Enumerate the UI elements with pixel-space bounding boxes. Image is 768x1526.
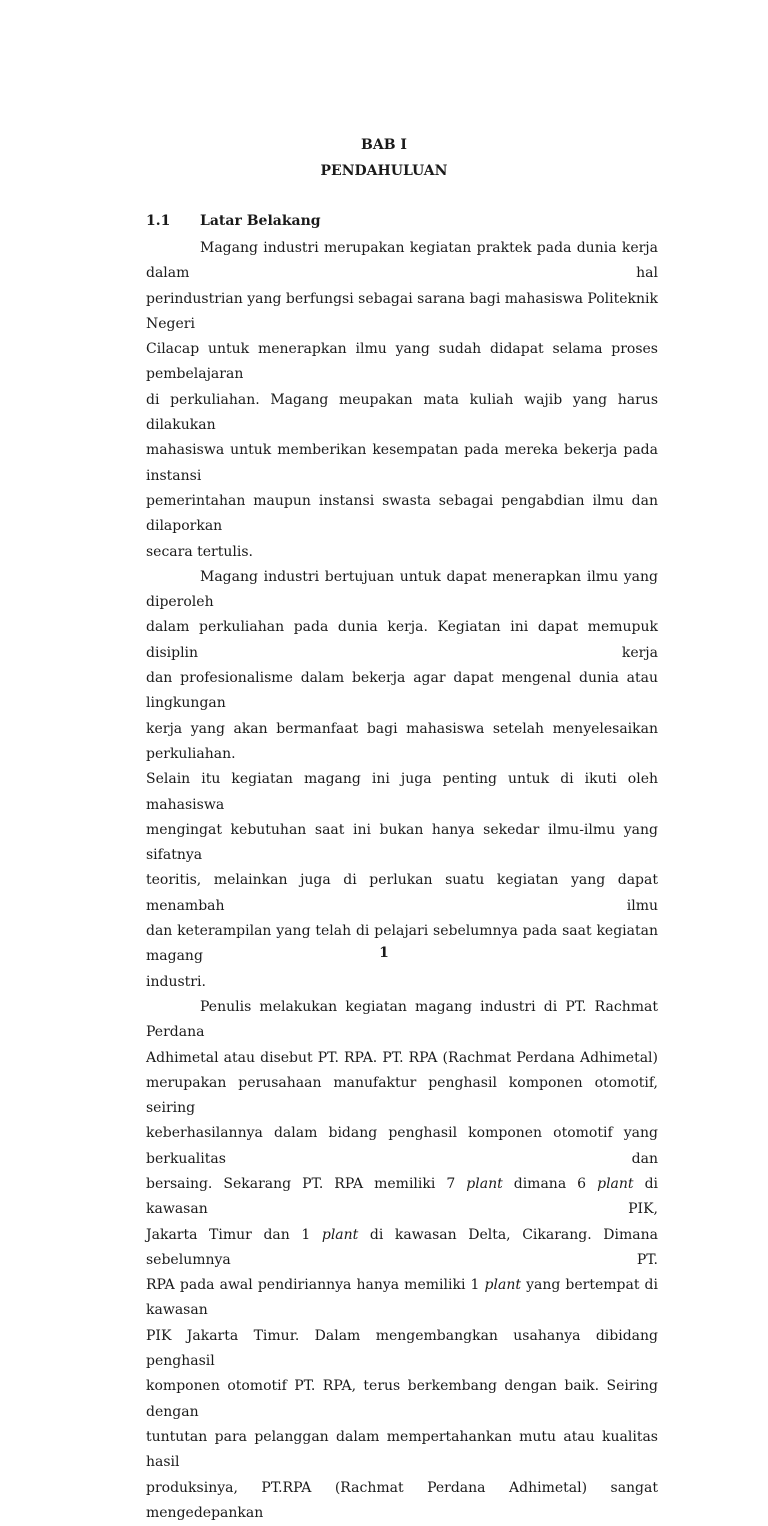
text-line: Adhimetal atau disebut PT. RPA. PT. RPA (Rachmat Perdana Adhimetal): [146, 1049, 658, 1066]
paragraph: [146, 236, 658, 565]
text-line: dalam perkuliahan pada dunia kerja. Kegiatan ini dapat memupuk disiplin kerja: [146, 619, 658, 661]
text-line: tuntutan para pelanggan dalam mempertahankan mutu atau kualitas hasil: [146, 1428, 658, 1471]
text-line: merupakan perusahaan manufaktur penghasil komponen otomotif, seiring: [146, 1074, 658, 1117]
text-line: kerja yang akan bermanfaat bagi mahasiswa setelah menyelesaikan perkuliahan.: [146, 720, 658, 762]
section-title: Latar Belakang: [200, 213, 321, 229]
text-line: perindustrian yang berfungsi sebagai sarana bagi mahasiswa Politeknik Negeri: [146, 290, 658, 332]
paragraph: [146, 565, 658, 995]
paragraph: [146, 995, 658, 1526]
text-line: di perkuliahan. Magang meupakan mata kuliah wajib yang harus dilakukan: [146, 391, 658, 434]
chapter-title: PENDAHULUAN: [320, 163, 448, 179]
text-line: mengingat kebutuhan saat ini bukan hanya sekedar ilmu-ilmu yang sifatnya: [146, 821, 658, 864]
text-line: dan keterampilan yang telah di pelajari sebelumnya pada saat kegiatan magang: [146, 923, 658, 965]
text-line: pemerintahan maupun instansi swasta sebagai pengabdian ilmu dan dilaporkan: [146, 492, 658, 535]
text-line: RPA pada awal pendiriannya hanya memiliki 1 plant yang bertempat di kawasan: [146, 1277, 658, 1319]
text-line: mahasiswa untuk memberikan kesempatan pada mereka bekerja pada instansi: [146, 442, 658, 484]
text-line: produksinya, PT.RPA (Rachmat Perdana Adhimetal) sangat mengedepankan: [146, 1479, 658, 1521]
text-line: teoritis, melainkan juga di perlukan suatu kegiatan yang dapat menambah ilmu: [146, 872, 658, 914]
text-line: keberhasilannya dalam bidang penghasil komponen otomotif yang berkualitas dan: [146, 1125, 658, 1167]
section-number: 1.1: [146, 213, 171, 229]
text-line: komponen otomotif PT. RPA, terus berkembang dengan baik. Seiring dengan: [146, 1378, 658, 1420]
text-line: Selain itu kegiatan magang ini juga penting untuk di ikuti oleh mahasiswa: [146, 771, 658, 813]
text-line: Penulis melakukan kegiatan magang industri di PT. Rachmat Perdana: [146, 998, 658, 1041]
chapter-heading: BAB I: [361, 137, 407, 153]
section-heading: [146, 213, 321, 229]
text-line: bersaing. Sekarang PT. RPA memiliki 7 plant dimana 6 plant di kawasan PIK,: [146, 1175, 659, 1218]
text-line: PIK Jakarta Timur. Dalam mengembangkan usahanya dibidang penghasil: [146, 1327, 658, 1370]
text-line: Magang industri bertujuan untuk dapat menerapkan ilmu yang diperoleh: [146, 568, 658, 611]
text-line: Jakarta Timur dan 1 plant di kawasan Delta, Cikarang. Dimana sebelumnya PT.: [146, 1226, 658, 1268]
page-number: 1: [379, 945, 389, 961]
text-line: Magang industri merupakan kegiatan praktek pada dunia kerja dalam hal: [146, 240, 658, 282]
text-line: Cilacap untuk menerapkan ilmu yang sudah didapat selama proses pembelajaran: [146, 341, 658, 383]
text-line: secara tertulis.: [146, 543, 253, 560]
text-line: industri.: [146, 973, 206, 990]
body-text: [146, 236, 658, 1526]
text-line: dan profesionalisme dalam bekerja agar dapat mengenal dunia atau lingkungan: [146, 670, 658, 712]
